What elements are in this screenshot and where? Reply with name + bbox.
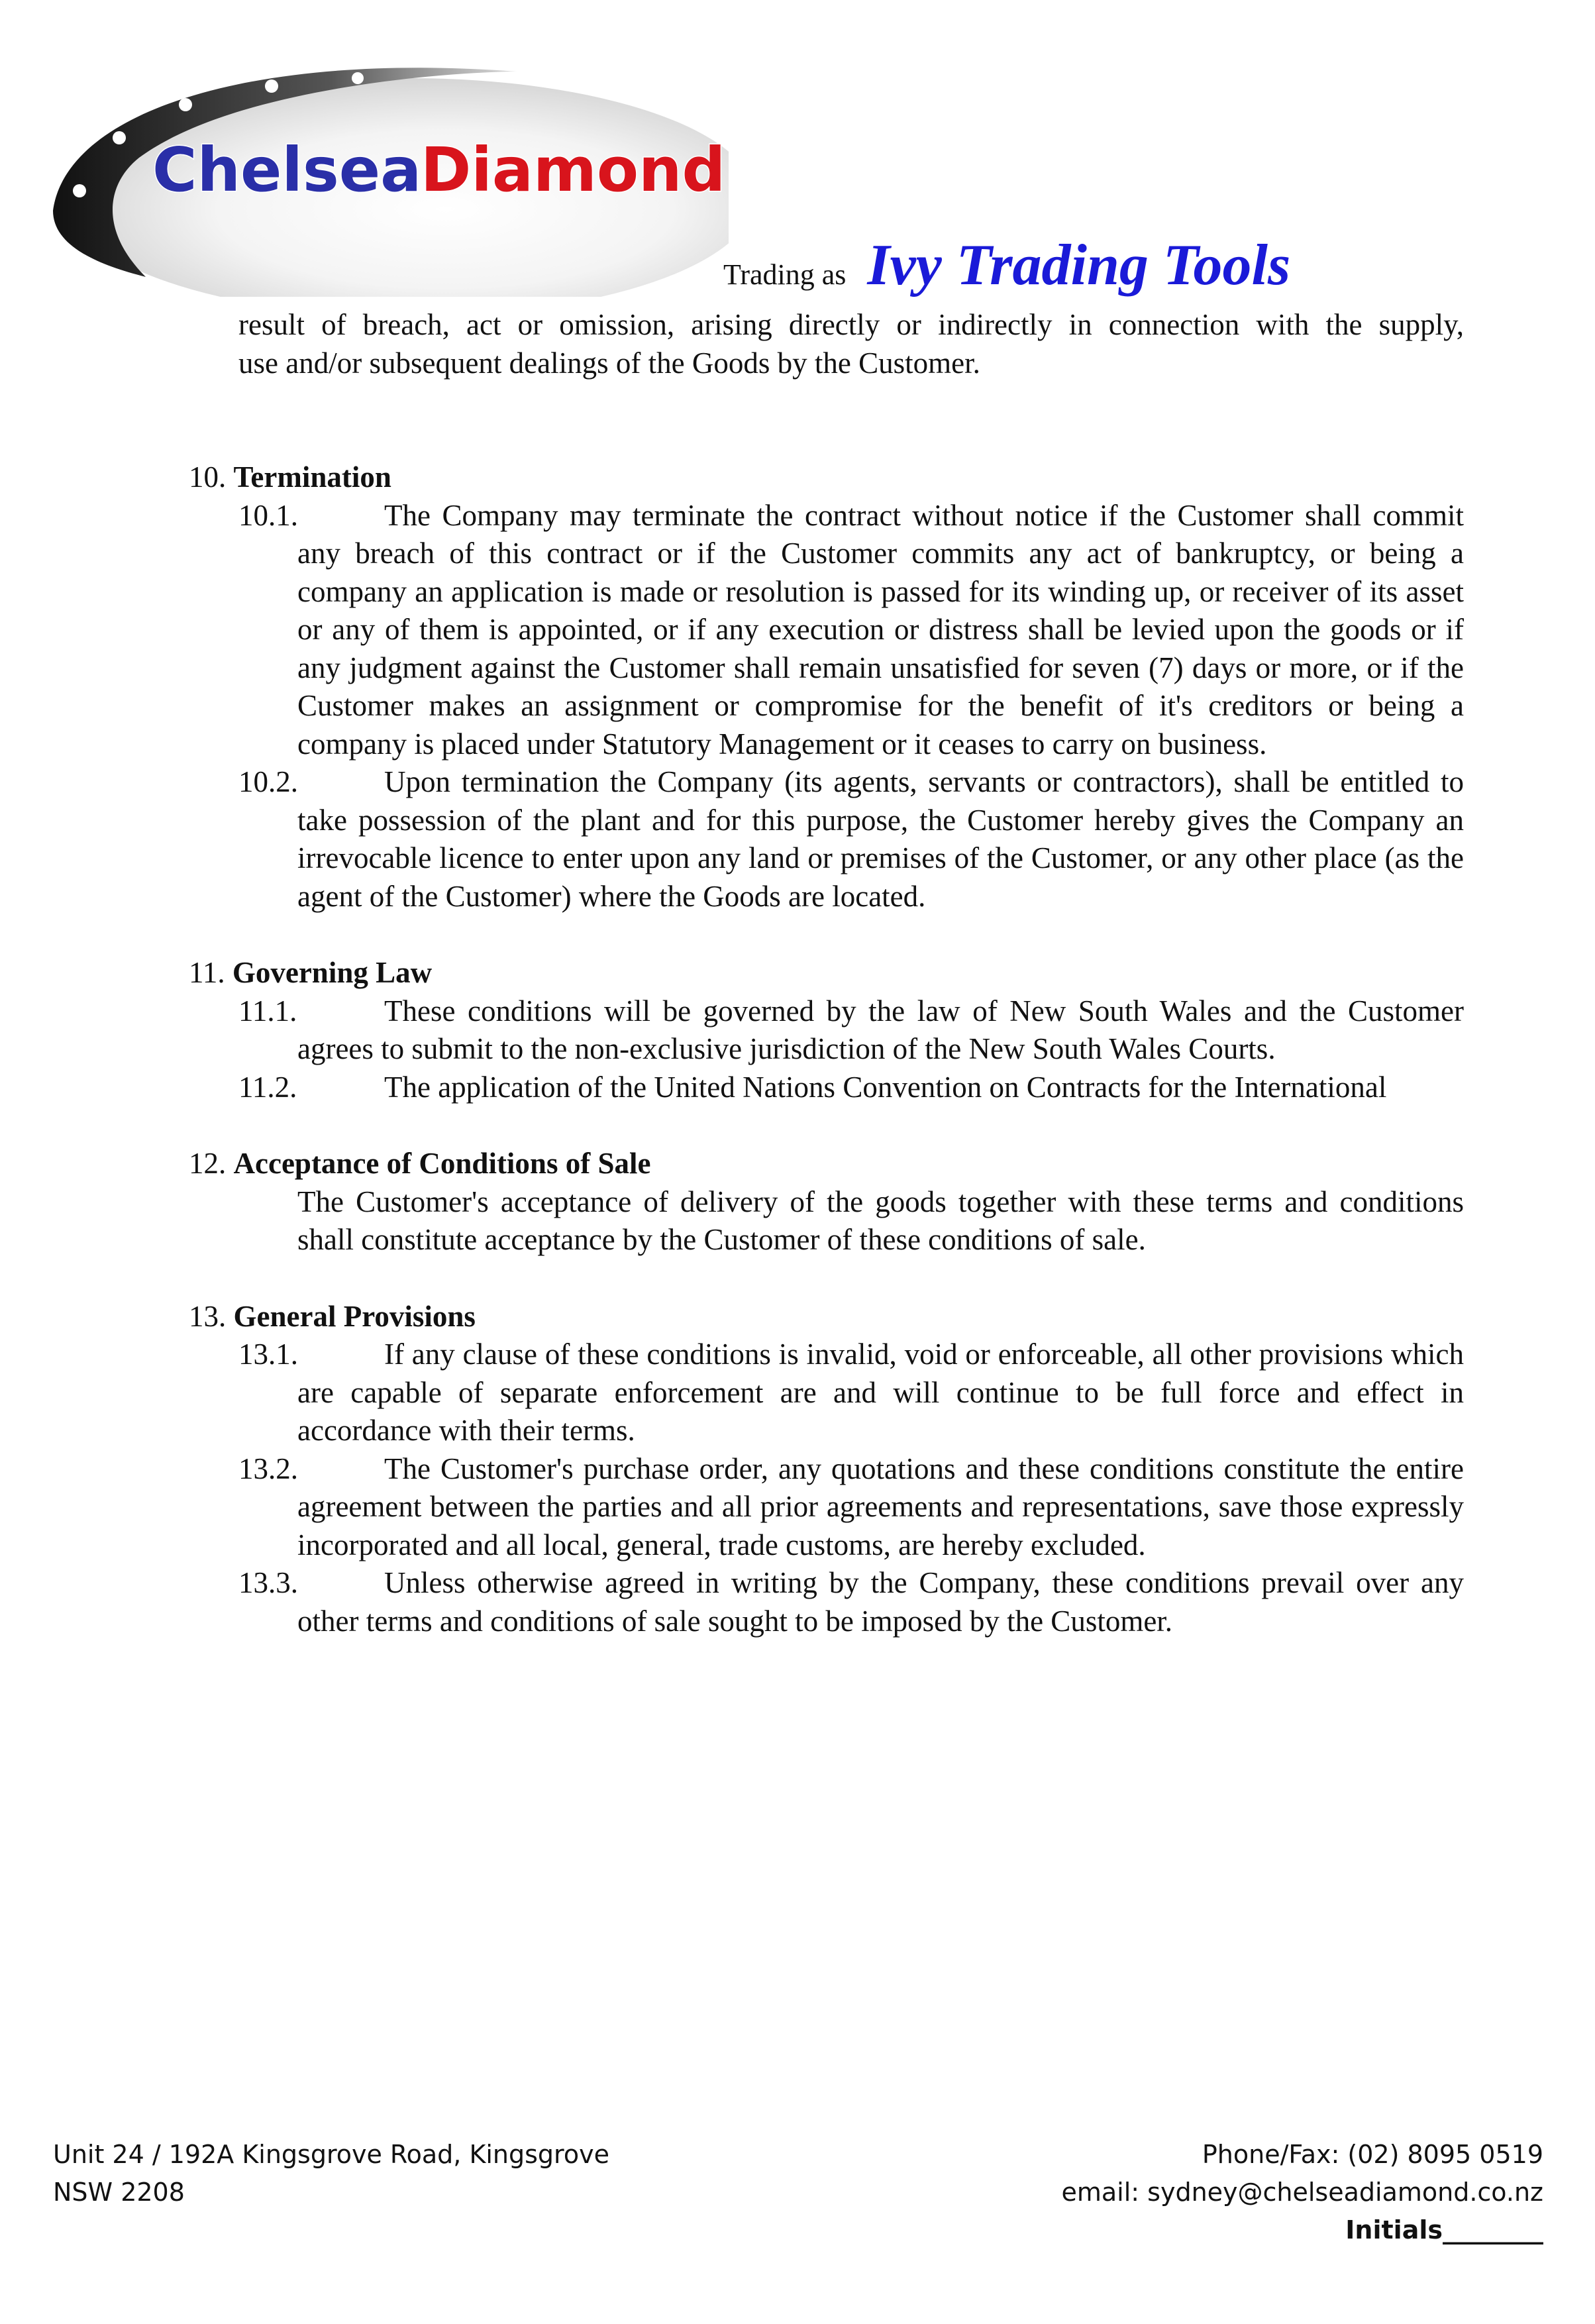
section-number: 12.: [189, 1147, 227, 1180]
continuation-paragraph: [238, 306, 1464, 382]
clause-text: If any clause of these conditions is invalid, void or enforceable, all other provisions which are capable of separate enforcement are and will continue to be full force and effect in accordance with their terms.: [297, 1338, 1464, 1447]
clause-text: Unless otherwise agreed in writing by the Company, these conditions prevail over any other terms and conditions of sale sought to be imposed by the Customer.: [297, 1566, 1464, 1638]
address-line: Unit 24 / 192A Kingsgrove Road, Kingsgrove: [53, 2140, 609, 2169]
trading-as-line: [723, 232, 1290, 299]
terms-body: [189, 306, 1464, 1640]
clause-number: 11.2.: [238, 1070, 297, 1104]
clause-number: 11.1.: [238, 994, 297, 1028]
clause-10-1: [189, 497, 1464, 764]
clause-13-2: [189, 1450, 1464, 1565]
clause-number: 10.1.: [238, 498, 298, 532]
logo-word-chelsea: Chelsea: [152, 134, 422, 205]
clause-text: The Customer's purchase order, any quotations and these conditions constitute the entire agreement between the parties and all prior agreements and representations, save those expressly incorporated and all local, general, trade customs, are hereby excluded.: [297, 1452, 1464, 1561]
clause-text: The application of the United Nations Convention on Contracts for the International: [384, 1070, 1387, 1104]
clause-13-3: [189, 1564, 1464, 1640]
section-heading: [189, 1298, 1464, 1336]
section-number: 11.: [189, 956, 225, 989]
section-title: Acceptance of Conditions of Sale: [233, 1147, 651, 1180]
footer-phone: Phone/Fax: (02) 8095 0519: [1202, 2140, 1543, 2169]
clause-text: These conditions will be governed by the law of New South Wales and the Customer agrees to submit to the non-exclusive jurisdiction of the New South Wales Courts.: [297, 994, 1464, 1065]
clause-number: 13.2.: [238, 1452, 298, 1485]
section-title: Termination: [233, 460, 391, 494]
initials-field: Initials________: [1345, 2215, 1543, 2245]
footer-contact: [1061, 2136, 1543, 2249]
clause-number: 10.2.: [238, 765, 298, 798]
section-heading: [189, 458, 1464, 497]
trading-name: Ivy Trading Tools: [867, 233, 1291, 297]
section-number: 10.: [189, 460, 227, 494]
trading-as-label: Trading as: [723, 258, 847, 291]
continuation-line: result of breach, act or omission, arising directly or indirectly in connection with the supply,: [238, 308, 1464, 341]
clause-text: Upon termination the Company (its agents, servants or contractors), shall be entitled to take possession of the plant and for this purpose, the Customer hereby gives the Company an irrevocable licence to enter upon any land or premises of the Customer, or any other place (as the agent of the Customer) where the Goods are located.: [297, 765, 1464, 913]
logo-wordmark: [152, 134, 725, 205]
logo-word-diamond: Diamond: [421, 134, 726, 205]
section-termination: [189, 458, 1464, 916]
section-heading: [189, 1145, 1464, 1183]
clause-number: 13.3.: [238, 1566, 298, 1599]
footer-address: [53, 2136, 609, 2211]
clause-number: 13.1.: [238, 1338, 298, 1371]
acceptance-paragraph: The Customer's acceptance of delivery of the goods together with these terms and conditions shall constitute acceptance by the Customer of these conditions of sale.: [297, 1185, 1464, 1256]
section-general-provisions: [189, 1298, 1464, 1641]
section-title: Governing Law: [232, 956, 433, 989]
clause-10-2: [189, 763, 1464, 916]
clause-11-2: [189, 1069, 1464, 1107]
clause-text: The Company may terminate the contract without notice if the Customer shall commit any breach of this contract or if the Customer commits any act of bankruptcy, or being a company an application is made or resolution is passed for its winding up, or receiver of its asset or any of them is appointed, or if any execution or distress shall be levied upon the goods or if any judgment against the Customer shall remain unsatisfied for seven (7) days or more, or if the Customer makes an assignment or compromise for the benefit of it's creditors or being a company is placed under Statutory Management or it ceases to carry on business.: [297, 498, 1464, 761]
clause-11-1: [189, 992, 1464, 1069]
footer-email: email: sydney@chelseadiamond.co.nz: [1061, 2178, 1543, 2207]
continuation-line: use and/or subsequent dealings of the Goods by the Customer.: [238, 346, 980, 380]
address-line: NSW 2208: [53, 2178, 185, 2207]
section-governing-law: [189, 954, 1464, 1106]
company-logo: [40, 58, 729, 297]
section-title: General Provisions: [233, 1299, 476, 1333]
acceptance-paragraph-wrap: [189, 1183, 1464, 1259]
section-acceptance: [189, 1145, 1464, 1259]
clause-13-1: [189, 1336, 1464, 1450]
section-heading: [189, 954, 1464, 992]
section-number: 13.: [189, 1299, 227, 1333]
